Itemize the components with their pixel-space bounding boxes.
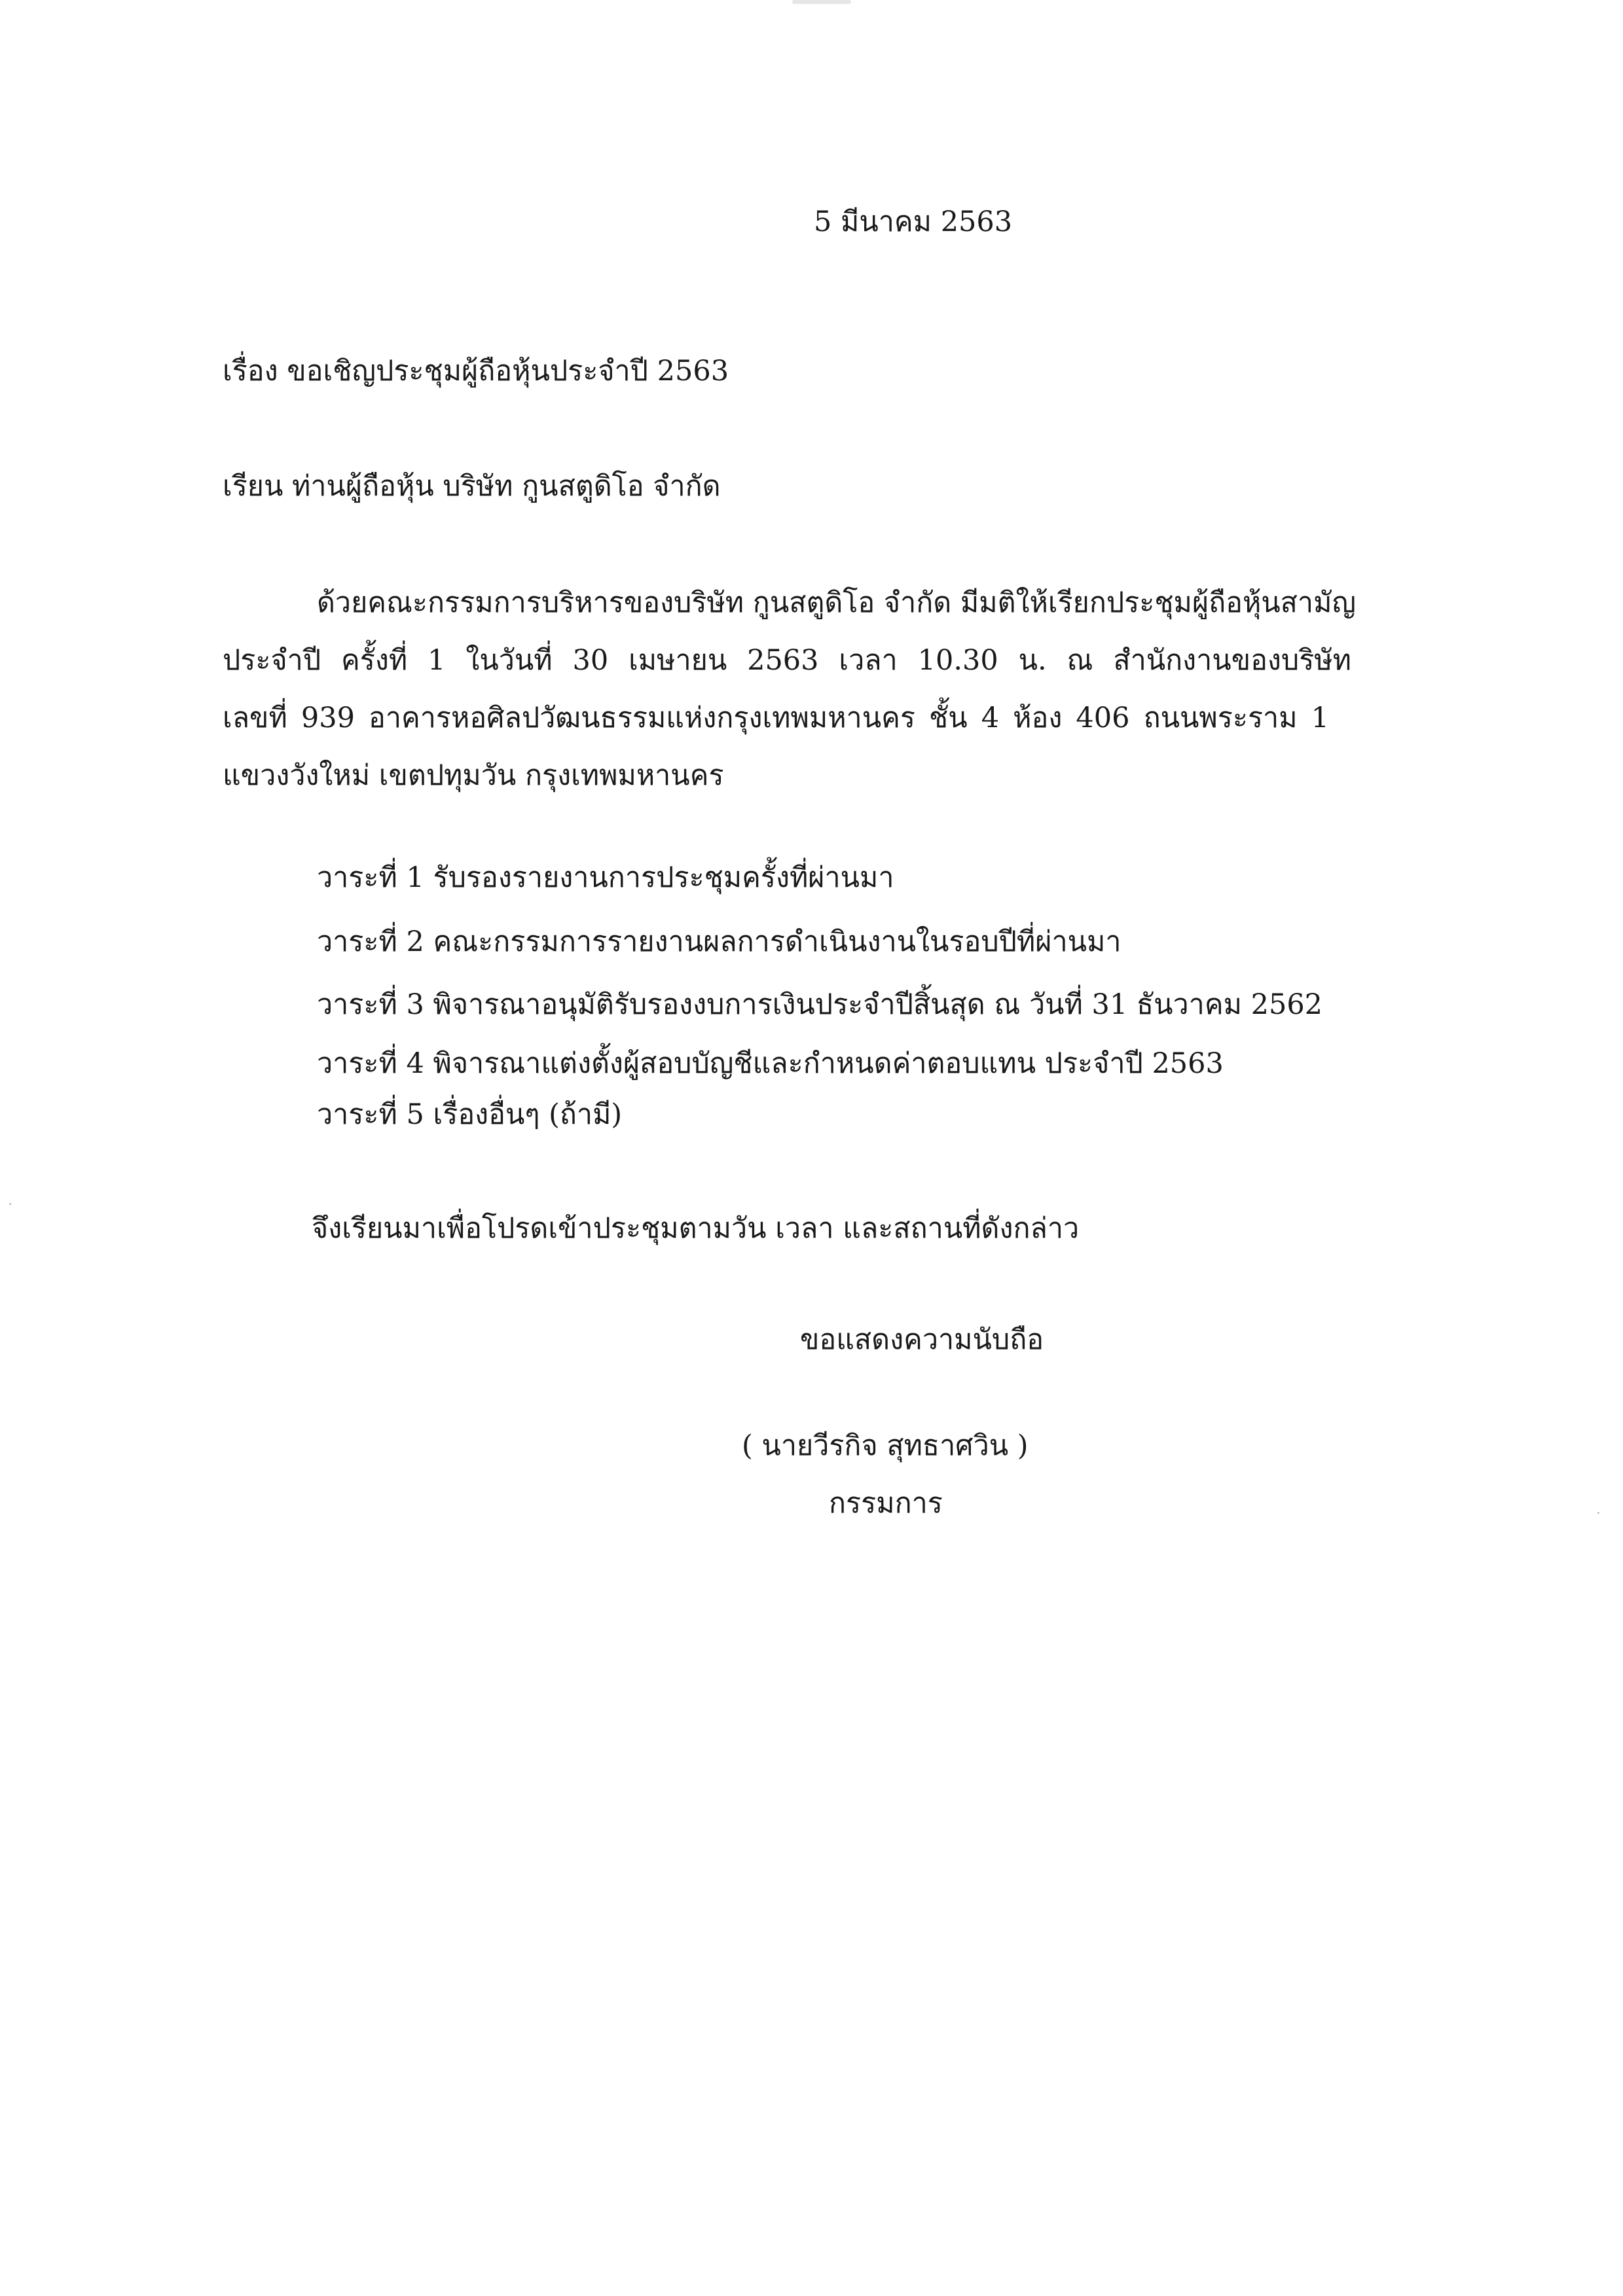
letter-subject: เรื่อง ขอเชิญประชุมผู้ถือหุ้นประจำปี 2563 bbox=[223, 355, 729, 387]
scan-artifact bbox=[792, 0, 851, 4]
agenda-item: วาระที่ 4 พิจารณาแต่งตั้งผู้สอบบัญชีและกำหนดค่าตอบแทน ประจำปี 2563 bbox=[317, 1047, 1224, 1080]
letter-date: 5 มีนาคม 2563 bbox=[814, 206, 1013, 238]
agenda-item: วาระที่ 3 พิจารณาอนุมัติรับรองงบการเงินประจำปีสิ้นสุด ณ วันที่ 31 ธันวาคม 2562 bbox=[317, 988, 1323, 1021]
signer-title: กรรมการ bbox=[829, 1487, 943, 1520]
body-line: ด้วยคณะกรรมการบริหารของบริษัท กูนสตูดิโอ จำกัด มีมติให้เรียกประชุมผู้ถือหุ้นสามัญ bbox=[317, 586, 1357, 619]
letter-salutation: เรียน ท่านผู้ถือหุ้น บริษัท กูนสตูดิโอ จำกัด bbox=[223, 470, 721, 503]
agenda-item: วาระที่ 1 รับรองรายงานการประชุมครั้งที่ผ่านมา bbox=[317, 861, 894, 894]
scan-speck bbox=[1597, 1512, 1599, 1514]
signer-name: ( นายวีรกิจ สุทธาศวิน ) bbox=[742, 1429, 1029, 1462]
regards: ขอแสดงความนับถือ bbox=[800, 1323, 1044, 1356]
agenda-item: วาระที่ 5 เรื่องอื่นๆ (ถ้ามี) bbox=[317, 1098, 623, 1131]
agenda-item: วาระที่ 2 คณะกรรมการรายงานผลการดำเนินงานในรอบปีที่ผ่านมา bbox=[317, 925, 1122, 958]
scan-speck bbox=[9, 1203, 11, 1205]
body-line: แขวงวังใหม่ เขตปทุมวัน กรุงเทพมหานคร bbox=[223, 759, 724, 792]
body-line: เลขที่ 939 อาคารหอศิลปวัฒนธรรมแห่งกรุงเทพมหานคร ชั้น 4 ห้อง 406 ถนนพระราม 1 bbox=[223, 702, 1329, 734]
closing-statement: จึงเรียนมาเพื่อโปรดเข้าประชุมตามวัน เวลา และสถานที่ดังกล่าว bbox=[312, 1212, 1080, 1245]
body-line: ประจำปี ครั้งที่ 1 ในวันที่ 30 เมษายน 2563 เวลา 10.30 น. ณ สำนักงานของบริษัท bbox=[223, 644, 1351, 677]
